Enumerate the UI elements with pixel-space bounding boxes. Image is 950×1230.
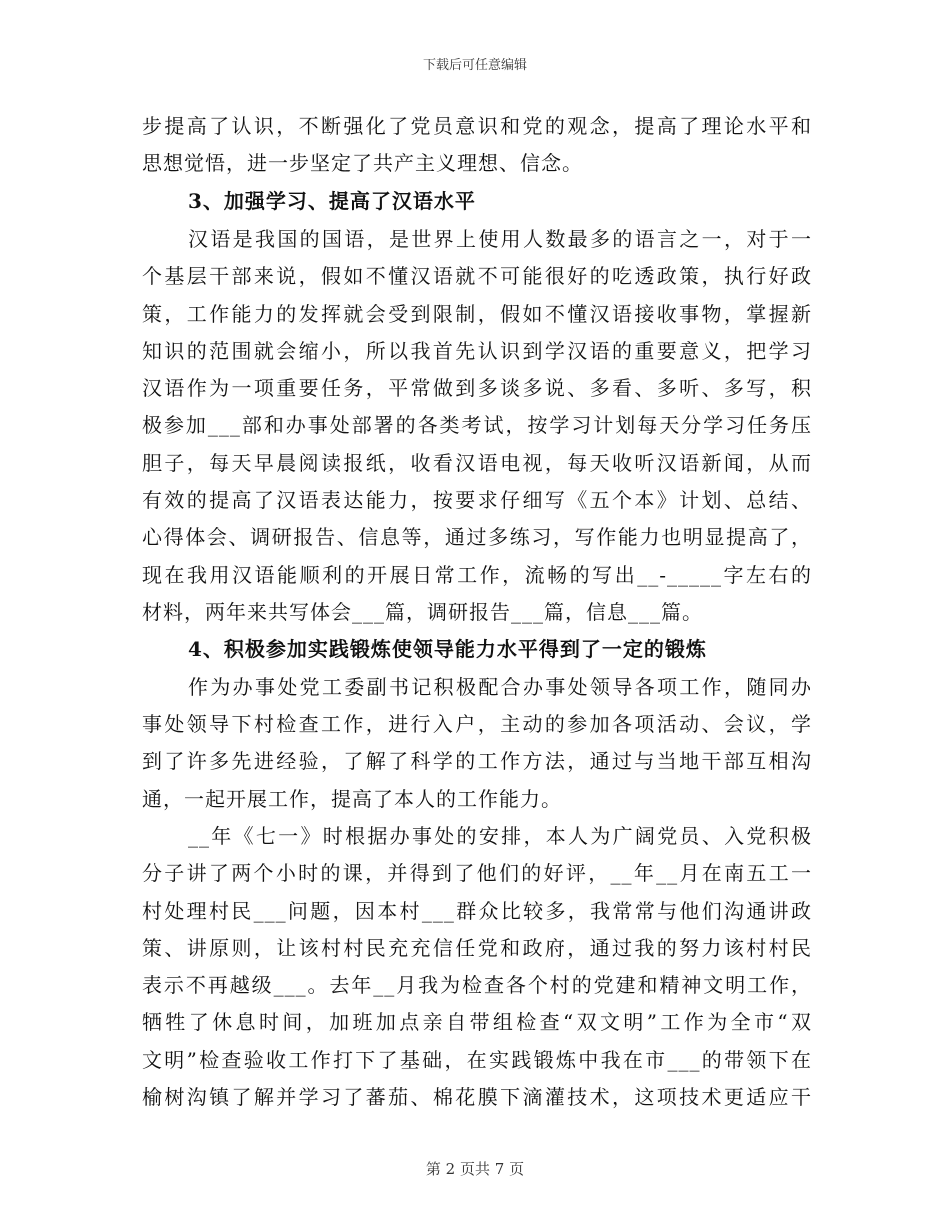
paragraph-line: 到了许多先进经验，了解了科学的工作方法，通过与当地干部互相沟 (142, 749, 812, 773)
paragraph-line: 作为办事处党工委副书记积极配合办事处领导各项工作，随同办 (188, 675, 812, 699)
paragraph-line: 村处理村民___问题，因本村___群众比较多，我常常与他们沟通讲政 (142, 899, 812, 923)
paragraph-line: 知识的范围就会缩小，所以我首先认识到学汉语的重要意义，把学习 (142, 339, 812, 363)
paragraph-line: 汉语作为一项重要任务，平常做到多谈多说、多看、多听、多写，积 (142, 376, 812, 400)
paragraph-line: 事处领导下村检查工作，进行入户，主动的参加各项活动、会议，学 (142, 712, 812, 736)
paragraph-line: 策、讲原则，让该村村民充充信任党和政府，通过我的努力该村村民 (142, 936, 812, 960)
paragraph-line: __年《七一》时根据办事处的安排，本人为广阔党员、入党积极 (188, 824, 812, 848)
paragraph-line: 思想觉悟，进一步坚定了共产主义理想、信念。 (142, 151, 583, 175)
paragraph-line: 汉语是我国的国语，是世界上使用人数最多的语言之一，对于一 (188, 227, 812, 251)
paragraph-line: 榆树沟镇了解并学习了蕃茄、棉花膜下滴灌技术，这项技术更适应干 (142, 1085, 812, 1109)
paragraph-line: 现在我用汉语能顺利的开展日常工作，流畅的写出__-_____字左右的 (142, 563, 812, 587)
page-number-footer: 第 2 页共 7 页 (425, 1160, 525, 1178)
paragraph-line: 策，工作能力的发挥就会受到限制，假如不懂汉语接收事物，掌握新 (142, 302, 812, 326)
paragraph-line: 文明”检查验收工作打下了基础，在实践锻炼中我在市___的带领下在 (142, 1048, 812, 1072)
paragraph-line: 有效的提高了汉语表达能力，按要求仔细写《五个本》计划、总结、 (142, 488, 812, 512)
paragraph-line: 牺牲了休息时间，加班加点亲自带组检查“双文明”工作为全市“双 (142, 1010, 812, 1034)
paragraph-line: 通，一起开展工作，提高了本人的工作能力。 (142, 787, 562, 811)
paragraph-line: 个基层干部来说，假如不懂汉语就不可能很好的吃透政策，执行好政 (142, 264, 812, 288)
paragraph-line: 步提高了认识，不断强化了党员意识和党的观念，提高了理论水平和 (142, 114, 812, 138)
section-heading-3: 3、加强学习、提高了汉语水平 (188, 189, 476, 213)
paragraph-line: 材料，两年来共写体会___篇，调研报告___篇，信息___篇。 (142, 600, 703, 624)
paragraph-line: 极参加___部和办事处部署的各类考试，按学习计划每天分学习任务压 (142, 413, 812, 437)
section-heading-4: 4、积极参加实践锻炼使领导能力水平得到了一定的锻炼 (188, 637, 707, 661)
header-note: 下载后可任意编辑 (422, 58, 527, 73)
paragraph-line: 心得体会、调研报告、信息等，通过多练习，写作能力也明显提高了， (142, 525, 812, 549)
paragraph-line: 表示不再越级___。去年__月我为检查各个村的党建和精神文明工作， (142, 973, 812, 997)
paragraph-line: 胆子，每天早晨阅读报纸，收看汉语电视，每天收听汉语新闻，从而 (142, 451, 812, 475)
paragraph-line: 分子讲了两个小时的课，并得到了他们的好评，__年__月在南五工一 (142, 861, 812, 885)
